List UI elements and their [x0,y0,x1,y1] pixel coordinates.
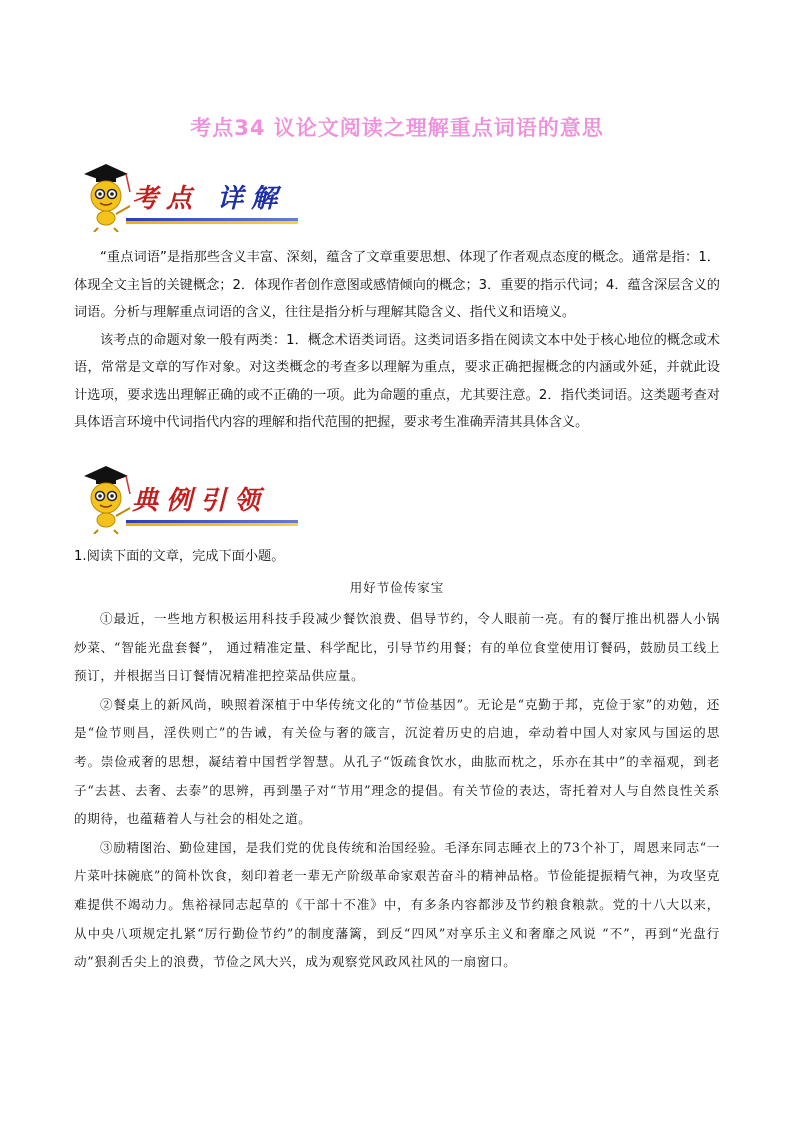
section-label-a: 考点 [132,184,201,214]
intro-text [74,244,720,437]
section-header-dianli [76,464,306,534]
header-underline [126,218,298,224]
section-header-kaodian [76,162,306,232]
intro-paragraph: 该考点的命题对象一般有两类：1．概念术语类词语。这类词语多指在阅读文本中处于核心地位的概念或术语，常常是文章的写作对象。对这类概念的考查多以理解为重点，要求正确把握概念的内涵或外延，并就此设计选项，要求选出理解正确的或不正确的一项。此为命题的重点，尤其要注意。2．指代类词语。这类题考查对具体语言环境中代词指代内容的理解和指代范围的把握，要求考生准确弄清其具体含义。 [74,332,720,430]
page-title: 考点34 议论文阅读之理解重点词语的意思 [190,116,604,140]
section-label-b: 引领 [200,486,269,516]
article-title: 用好节俭传家宝 [349,580,445,595]
article-paragraph: ②餐桌上的新风尚，映照着深植于中华传统文化的“节俭基因”。无论是“克勤于邦，克俭于家”的劝勉，还是“俭节则昌，淫佚则亡”的告诫，有关俭与奢的箴言，沉淀着历史的启迪，牵动着中国人对家风与国运的思考。崇俭戒奢的思想，凝结着中国哲学智慧。从孔子“饭疏食饮水，曲肱而枕之，乐亦在其中”的幸福观，到老子“去甚、去奢、去泰”的思辨，再到墨子对“节用”理念的提倡。有关节俭的表达，寄托着对人与自然良性关系的期待，也蕴藉着人与社会的相处之道。 [74,696,720,827]
article-paragraph: ①最近，一些地方积极运用科技手段减少餐饮浪费、倡导节约，令人眼前一亮。有的餐厅推出机器人小锅炒菜、“智能光盘套餐”， 通过精准定量、科学配比，引导节约用餐；有的单位食堂使用订餐码，鼓励员工线上预订，并根据当日订餐情况精准把控菜品供应量。 [74,611,720,684]
section-label-a: 典例 [132,486,201,516]
article-body [74,605,720,977]
header-underline [126,520,298,526]
article-paragraph: ③励精图治、勤俭建国，是我们党的优良传统和治国经验。毛泽东同志睡衣上的73个补丁，周恩来同志“一片菜叶抹碗底”的简朴饮食，刻印着老一辈无产阶级革命家艰苦奋斗的精神品格。节俭能提振精气神，为攻坚克难提供不竭动力。焦裕禄同志起草的《干部十不准》中，有多条内容都涉及节约粮食粮款。党的十八大以来，从中央八项规定扎紧“厉行勤俭节约”的制度藩篱，到反“四风”对享乐主义和奢靡之风说 “不”，再到“光盘行动”狠刹舌尖上的浪费，节俭之风大兴，成为观察党风政风社风的一扇窗口。 [74,839,720,970]
question-prompt: 1.阅读下面的文章，完成下面小题。 [74,549,285,564]
section-label-b: 详解 [217,184,286,214]
intro-paragraph: “重点词语”是指那些含义丰富、深刻，蕴含了文章重要思想、体现了作者观点态度的概念。通常是指：1．体现全文主旨的关键概念；2．体现作者创作意图或感情倾向的概念；3．重要的指示代词；4．蕴含深层含义的词语。分析与理解重点词语的含义，往往是指分析与理解其隐含义、指代义和语境义。 [74,250,720,320]
